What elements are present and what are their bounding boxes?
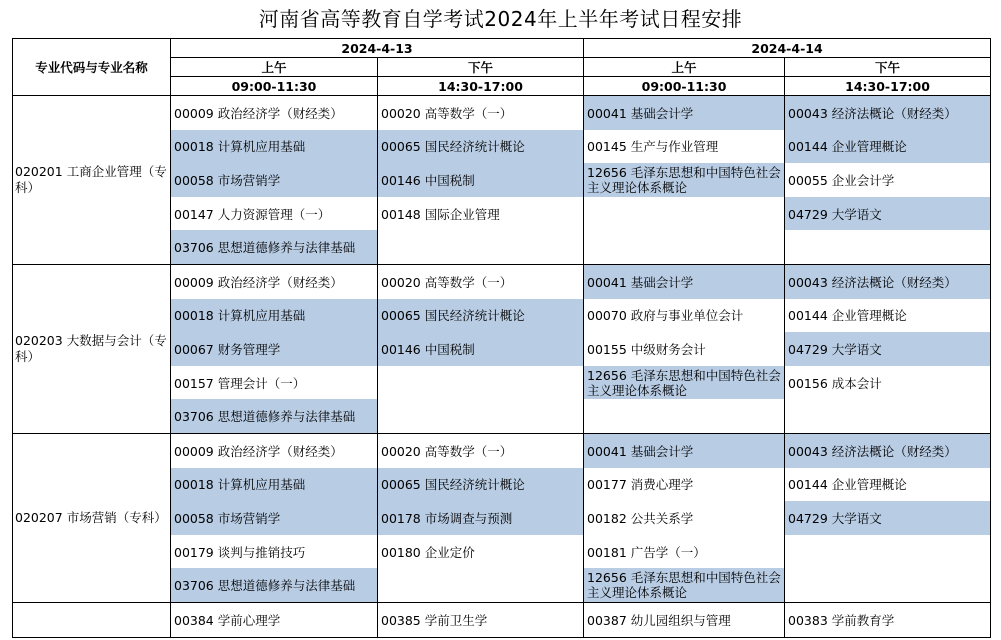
course-item: 00384 学前心理学 xyxy=(174,612,281,628)
course-item xyxy=(785,535,990,569)
course-item: 00144 企业管理概论 xyxy=(788,308,907,324)
course-item: 00055 企业会计学 xyxy=(788,172,895,188)
major-row xyxy=(13,96,991,265)
course-item: 00146 中国税制 xyxy=(378,163,583,197)
exam-cell xyxy=(785,96,991,265)
period-label-2: 下午 xyxy=(378,58,584,77)
major-row xyxy=(13,264,991,433)
course-item: 00157 管理会计（一） xyxy=(174,375,306,391)
course-item: 00043 经济法概论（财经类） xyxy=(785,96,990,130)
course-item: 00070 政府与事业单位会计 xyxy=(587,308,744,324)
course-item: 00385 学前卫生学 xyxy=(381,612,488,628)
period-time-3: 09:00-11:30 xyxy=(584,77,785,96)
course-item: 00180 企业定价 xyxy=(381,544,475,560)
exam-cell xyxy=(584,264,785,433)
course-item: 00018 计算机应用基础 xyxy=(171,299,377,333)
course-item: 00041 基础会计学 xyxy=(584,96,784,130)
course-item: 04729 大学语文 xyxy=(785,332,990,366)
course-item: 00156 成本会计 xyxy=(788,375,882,391)
course-item: 00020 高等数学（一） xyxy=(381,443,513,459)
course-item: 00144 企业管理概论 xyxy=(788,477,907,493)
major-row xyxy=(13,602,991,637)
course-item: 00009 政治经济学（财经类） xyxy=(174,443,343,459)
course-item: 00178 市场调查与预测 xyxy=(378,501,583,535)
exam-cell xyxy=(584,433,785,602)
course-item: 00043 经济法概论（财经类） xyxy=(785,265,990,299)
course-item: 00043 经济法概论（财经类） xyxy=(785,434,990,468)
course-item: 00147 人力资源管理（一） xyxy=(174,206,331,222)
period-label-1: 上午 xyxy=(171,58,378,77)
course-item: 12656 毛泽东思想和中国特色社会主义理论体系概论 xyxy=(584,163,784,197)
course-item: 03706 思想道德修养与法律基础 xyxy=(171,399,377,433)
course-item: 03706 思想道德修养与法律基础 xyxy=(171,230,377,264)
period-label-3: 上午 xyxy=(584,58,785,77)
course-item: 00041 基础会计学 xyxy=(584,434,784,468)
exam-cell xyxy=(171,96,378,265)
date-header-1: 2024-4-13 xyxy=(171,39,584,58)
course-item: 12656 毛泽东思想和中国特色社会主义理论体系概论 xyxy=(584,568,784,602)
course-item: 00041 基础会计学 xyxy=(584,265,784,299)
major-name: 020201 工商企业管理（专科） xyxy=(13,96,171,265)
course-item: 00383 学前教育学 xyxy=(788,612,895,628)
period-time-4: 14:30-17:00 xyxy=(785,77,991,96)
date-header-2: 2024-4-14 xyxy=(584,39,991,58)
course-item xyxy=(378,399,583,433)
course-item xyxy=(378,230,583,264)
period-label-4: 下午 xyxy=(785,58,991,77)
course-item: 04729 大学语文 xyxy=(785,197,990,231)
course-item: 00018 计算机应用基础 xyxy=(171,130,377,164)
exam-cell xyxy=(785,264,991,433)
exam-cell xyxy=(171,264,378,433)
period-time-1: 09:00-11:30 xyxy=(171,77,378,96)
course-item: 00146 中国税制 xyxy=(378,332,583,366)
course-item: 00181 广告学（一） xyxy=(587,544,706,560)
course-item: 00058 市场营销学 xyxy=(171,501,377,535)
major-row xyxy=(13,433,991,602)
page-title: 河南省高等教育自学考试2024年上半年考试日程安排 xyxy=(258,7,743,31)
course-item: 00020 高等数学（一） xyxy=(381,274,513,290)
course-item: 00067 财务管理学 xyxy=(171,332,377,366)
exam-cell xyxy=(378,96,584,265)
course-item: 00177 消费心理学 xyxy=(587,477,694,493)
course-item: 12656 毛泽东思想和中国特色社会主义理论体系概论 xyxy=(584,366,784,400)
course-item: 03706 思想道德修养与法律基础 xyxy=(171,568,377,602)
course-item xyxy=(378,568,583,602)
course-item: 00058 市场营销学 xyxy=(171,163,377,197)
course-item: 00009 政治经济学（财经类） xyxy=(174,274,343,290)
course-item xyxy=(785,399,990,433)
course-item: 00009 政治经济学（财经类） xyxy=(174,105,343,121)
major-name xyxy=(13,602,171,637)
course-item xyxy=(584,197,784,231)
course-item: 00018 计算机应用基础 xyxy=(171,468,377,502)
exam-cell xyxy=(785,433,991,602)
schedule-table xyxy=(12,38,991,638)
course-item: 00065 国民经济统计概论 xyxy=(378,299,583,333)
course-item: 00179 谈判与推销技巧 xyxy=(174,544,306,560)
course-item: 00182 公共关系学 xyxy=(587,510,694,526)
course-item: 00145 生产与作业管理 xyxy=(587,139,719,155)
exam-cell xyxy=(785,602,991,637)
major-name: 020207 市场营销（专科） xyxy=(13,433,171,602)
course-item xyxy=(584,399,784,433)
exam-cell xyxy=(584,96,785,265)
exam-cell xyxy=(584,602,785,637)
major-column-header: 专业代码与专业名称 xyxy=(13,39,171,96)
exam-cell xyxy=(378,602,584,637)
course-item: 00020 高等数学（一） xyxy=(381,105,513,121)
course-item xyxy=(785,568,990,602)
course-item: 00144 企业管理概论 xyxy=(785,130,990,164)
course-item: 00065 国民经济统计概论 xyxy=(378,468,583,502)
exam-cell xyxy=(171,602,378,637)
exam-cell xyxy=(171,433,378,602)
course-item: 04729 大学语文 xyxy=(785,501,990,535)
course-item xyxy=(584,230,784,264)
course-item: 00387 幼儿园组织与管理 xyxy=(587,612,731,628)
course-item: 00155 中级财务会计 xyxy=(587,341,706,357)
exam-cell xyxy=(378,433,584,602)
period-time-2: 14:30-17:00 xyxy=(378,77,584,96)
major-name: 020203 大数据与会计（专科） xyxy=(13,264,171,433)
course-item: 00148 国际企业管理 xyxy=(381,206,500,222)
course-item xyxy=(785,230,990,264)
course-item xyxy=(378,366,583,400)
course-item: 00065 国民经济统计概论 xyxy=(378,130,583,164)
exam-cell xyxy=(378,264,584,433)
